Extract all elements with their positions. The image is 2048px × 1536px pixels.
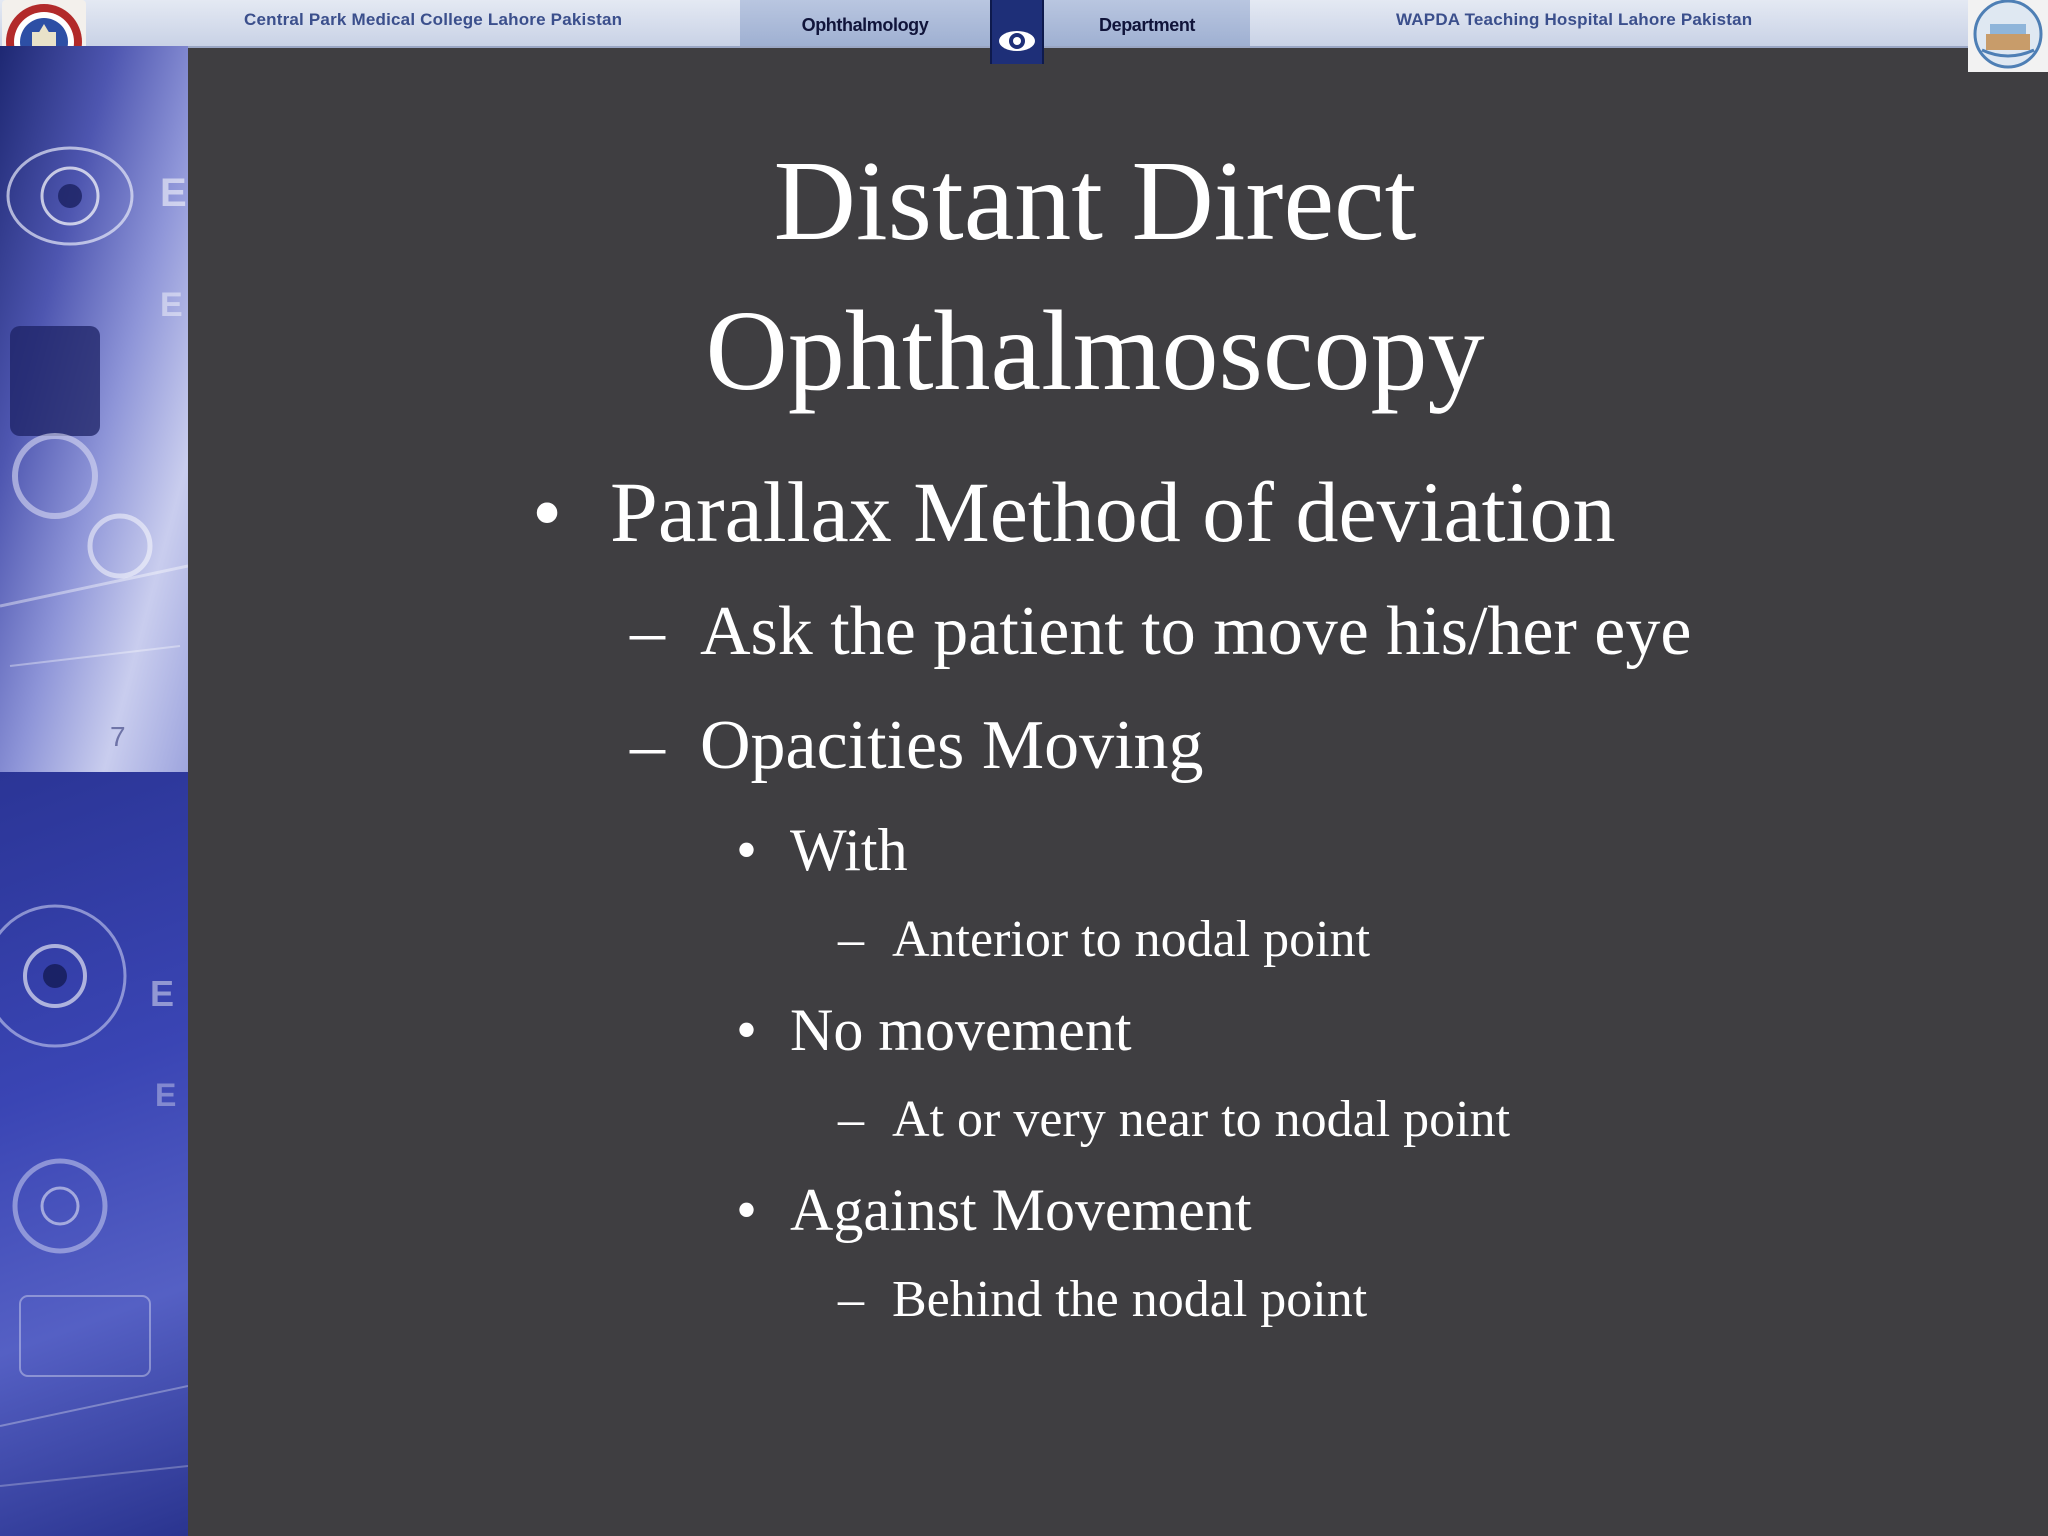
hospital-logo [1968, 0, 2048, 72]
bullet-marker: – [838, 1271, 864, 1328]
bullet-parallax-method [532, 462, 1616, 562]
bullet-text: No movement [790, 997, 1132, 1063]
bullet-at-nodal [838, 1090, 1511, 1149]
bullet-opacities-moving [630, 706, 1204, 786]
hospital-seal-icon [1972, 0, 2044, 72]
side-decoration [0, 46, 188, 1536]
bullet-text: Opacities Moving [700, 707, 1204, 784]
svg-text:E: E [150, 973, 175, 1014]
bullet-marker: – [838, 1091, 864, 1148]
bullet-behind-nodal [838, 1270, 1368, 1329]
bullet-anterior-nodal [838, 910, 1371, 969]
bullet-text: Against Movement [790, 1177, 1252, 1243]
bullet-marker: – [630, 593, 665, 670]
bullet-marker: • [736, 817, 758, 883]
bullet-text: Ask the patient to move his/her eye [700, 593, 1692, 670]
bullet-marker: • [736, 1177, 758, 1243]
svg-text:7: 7 [110, 721, 126, 752]
bullet-text: With [790, 817, 908, 883]
svg-text:E: E [160, 171, 187, 215]
bullet-text: Anterior to nodal point [892, 911, 1371, 968]
college-name: Central Park Medical College Lahore Pakistan [244, 10, 623, 29]
department-label-right: Department [1044, 0, 1250, 46]
bullet-text: At or very near to nodal point [892, 1091, 1511, 1148]
eye-icon [997, 26, 1037, 56]
slide-title [188, 126, 2002, 426]
bullet-against-movement [736, 1176, 1252, 1245]
bullet-no-movement [736, 996, 1132, 1065]
bullet-marker: • [736, 997, 758, 1063]
bullet-with [736, 816, 908, 885]
bullet-text: Behind the nodal point [892, 1271, 1368, 1328]
svg-text:E: E [155, 1077, 177, 1113]
bullet-marker: • [532, 464, 563, 560]
ophthalmic-instruments-illustration [0, 46, 188, 1536]
hospital-name: WAPDA Teaching Hospital Lahore Pakistan [1396, 10, 1753, 29]
svg-text:E: E [160, 286, 183, 324]
bullet-text: Parallax Method of deviation [610, 464, 1616, 560]
bullet-marker: – [838, 911, 864, 968]
bullet-ask-patient [630, 592, 1692, 672]
eye-emblem [990, 0, 1044, 64]
department-label-left: Ophthalmology [740, 0, 990, 46]
title-line-2: Ophthalmoscopy [705, 287, 1485, 414]
bullet-marker: – [630, 707, 665, 784]
title-line-1: Distant Direct [773, 137, 1417, 264]
